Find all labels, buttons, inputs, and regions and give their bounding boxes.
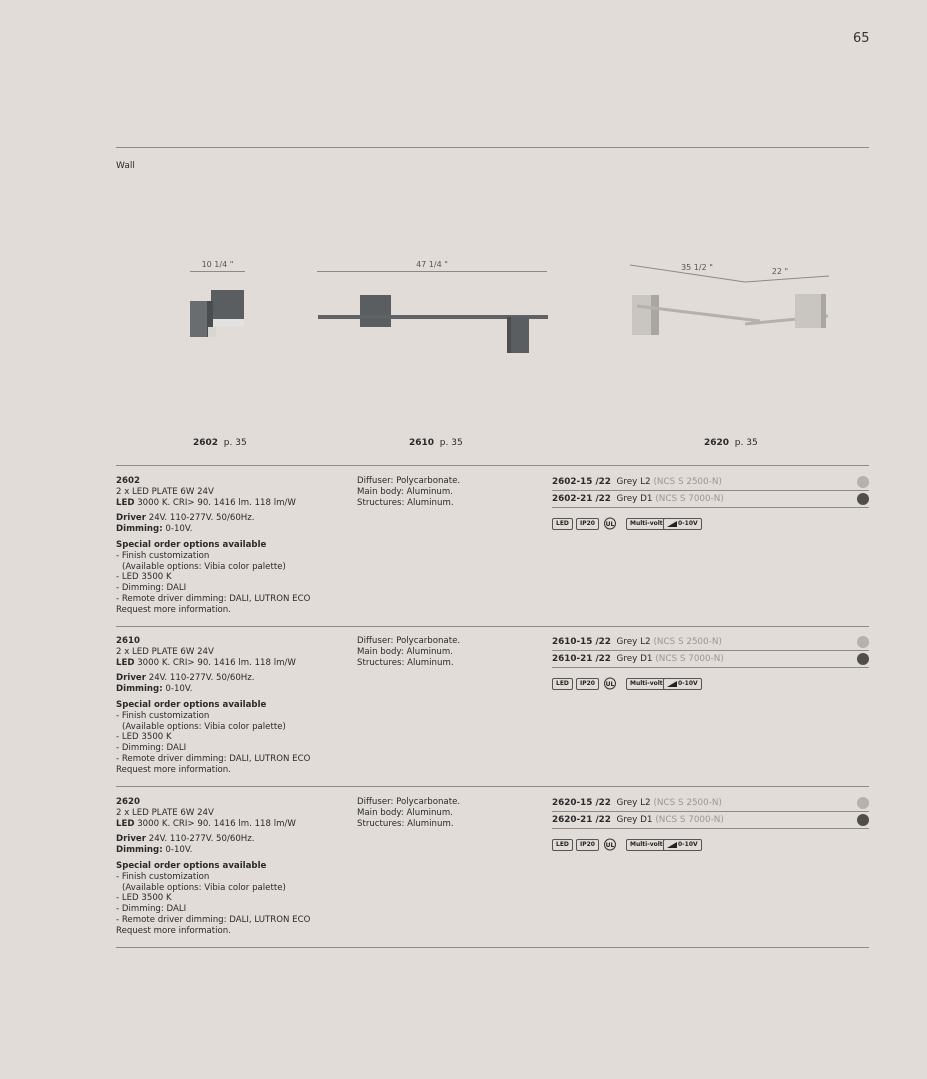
ul-listed-icon bbox=[601, 517, 621, 530]
material-line: Main body: Aluminum. bbox=[357, 646, 453, 657]
spec-lamp: 2 x LED PLATE 6W 24V bbox=[116, 646, 214, 657]
dimension-label: 35 1/2 " bbox=[681, 263, 713, 272]
caption-2602: 2602 p. 35 bbox=[193, 438, 247, 448]
material-line: Structures: Aluminum. bbox=[357, 497, 454, 508]
special-item: - Dimming: DALI bbox=[116, 743, 187, 754]
dimension-line bbox=[190, 271, 245, 272]
ip20-badge: IP20 bbox=[576, 678, 599, 690]
spec-driver: Driver 24V. 110-277V. 50/60Hz. bbox=[116, 513, 255, 524]
spec-dimming: Dimming: 0-10V. bbox=[116, 845, 193, 856]
materials-2602 bbox=[357, 476, 537, 508]
special-item: (Available options: Vibia color palette) bbox=[122, 882, 286, 893]
special-title: Special order options available bbox=[116, 699, 267, 710]
product-2620-image bbox=[625, 288, 835, 344]
dimension-line bbox=[317, 271, 547, 272]
request-info: Request more information. bbox=[116, 604, 231, 615]
header-divider bbox=[116, 147, 869, 148]
dimming-badge: 0-10V bbox=[663, 518, 702, 530]
finishes-2620 bbox=[552, 796, 869, 851]
spec-led: LED 3000 K. CRI> 90. 1416 lm. 118 lm/W bbox=[116, 818, 296, 829]
special-item: - Finish customization bbox=[116, 871, 210, 882]
spec-code: 2620 bbox=[116, 797, 140, 807]
materials-2610 bbox=[357, 636, 537, 668]
svg-text:UL: UL bbox=[605, 521, 615, 528]
finish-row: 2602-21 /22 Grey D1 (NCS S 7000-N) bbox=[552, 492, 869, 508]
ip20-badge: IP20 bbox=[576, 518, 599, 530]
spec-led: LED 3000 K. CRI> 90. 1416 lm. 118 lm/W bbox=[116, 657, 296, 668]
led-badge: LED bbox=[552, 518, 573, 530]
multivolt-badge: Multi-volt bbox=[626, 839, 667, 851]
spec-led: LED 3000 K. CRI> 90. 1416 lm. 118 lm/W bbox=[116, 497, 296, 508]
dimming-badge: 0-10V bbox=[663, 678, 702, 690]
certification-badges bbox=[552, 839, 869, 851]
spec-driver: Driver 24V. 110-277V. 50/60Hz. bbox=[116, 834, 255, 845]
product-2610-image bbox=[315, 290, 551, 356]
ip20-badge: IP20 bbox=[576, 839, 599, 851]
svg-text:UL: UL bbox=[605, 681, 615, 688]
svg-text:UL: UL bbox=[605, 842, 615, 849]
product-2602-image bbox=[185, 285, 250, 343]
dimming-ramp-icon bbox=[667, 521, 677, 527]
certification-badges bbox=[552, 518, 869, 530]
caption-2620: 2620 p. 35 bbox=[704, 438, 758, 448]
finish-row: 2620-15 /22 Grey L2 (NCS S 2500-N) bbox=[552, 796, 869, 812]
dimension-label: 22 " bbox=[771, 267, 789, 276]
led-badge: LED bbox=[552, 839, 573, 851]
special-item: - Remote driver dimming: DALI, LUTRON ECO bbox=[116, 914, 311, 925]
color-swatch bbox=[857, 493, 869, 505]
special-item: - Finish customization bbox=[116, 710, 210, 721]
special-item: - LED 3500 K bbox=[116, 572, 172, 583]
section-title: Wall bbox=[116, 161, 135, 171]
material-line: Main body: Aluminum. bbox=[357, 807, 453, 818]
spec-code: 2610 bbox=[116, 636, 140, 646]
spec-driver: Driver 24V. 110-277V. 50/60Hz. bbox=[116, 673, 255, 684]
material-line: Main body: Aluminum. bbox=[357, 486, 453, 497]
color-swatch bbox=[857, 636, 869, 648]
led-badge: LED bbox=[552, 678, 573, 690]
color-swatch bbox=[857, 814, 869, 826]
ul-listed-icon bbox=[601, 838, 621, 851]
dimming-ramp-icon bbox=[667, 842, 677, 848]
spec-lamp: 2 x LED PLATE 6W 24V bbox=[116, 486, 214, 497]
material-line: Diffuser: Polycarbonate. bbox=[357, 476, 461, 486]
request-info: Request more information. bbox=[116, 925, 231, 936]
dimension-label: 47 1/4 " bbox=[416, 260, 448, 269]
special-item: (Available options: Vibia color palette) bbox=[122, 561, 286, 572]
special-item: - Finish customization bbox=[116, 550, 210, 561]
special-item: - Dimming: DALI bbox=[116, 904, 187, 915]
finish-row: 2602-15 /22 Grey L2 (NCS S 2500-N) bbox=[552, 475, 869, 491]
page-number: 65 bbox=[853, 31, 870, 46]
spec-block-2620 bbox=[116, 797, 346, 937]
special-item: - LED 3500 K bbox=[116, 893, 172, 904]
multivolt-badge: Multi-volt bbox=[626, 518, 667, 530]
spec-dimming: Dimming: 0-10V. bbox=[116, 524, 193, 535]
material-line: Diffuser: Polycarbonate. bbox=[357, 636, 461, 646]
finishes-2602 bbox=[552, 475, 869, 530]
spec-divider bbox=[116, 786, 869, 787]
special-title: Special order options available bbox=[116, 860, 267, 871]
special-item: - LED 3500 K bbox=[116, 732, 172, 743]
special-item: - Remote driver dimming: DALI, LUTRON ECO bbox=[116, 593, 311, 604]
material-line: Structures: Aluminum. bbox=[357, 818, 454, 829]
caption-2610: 2610 p. 35 bbox=[409, 438, 463, 448]
dimension-label: 10 1/4 " bbox=[201, 260, 234, 269]
spec-dimming: Dimming: 0-10V. bbox=[116, 684, 193, 695]
finish-row: 2620-21 /22 Grey D1 (NCS S 7000-N) bbox=[552, 813, 869, 829]
spec-lamp: 2 x LED PLATE 6W 24V bbox=[116, 807, 214, 818]
finish-row: 2610-21 /22 Grey D1 (NCS S 7000-N) bbox=[552, 652, 869, 668]
spec-code: 2602 bbox=[116, 476, 140, 486]
special-item: - Remote driver dimming: DALI, LUTRON ECO bbox=[116, 753, 311, 764]
color-swatch bbox=[857, 653, 869, 665]
material-line: Structures: Aluminum. bbox=[357, 657, 454, 668]
certification-badges bbox=[552, 678, 869, 690]
request-info: Request more information. bbox=[116, 764, 231, 775]
footer-divider bbox=[116, 947, 869, 948]
spec-block-2610 bbox=[116, 636, 346, 776]
special-item: (Available options: Vibia color palette) bbox=[122, 721, 286, 732]
multivolt-badge: Multi-volt bbox=[626, 678, 667, 690]
spec-divider bbox=[116, 626, 869, 627]
color-swatch bbox=[857, 476, 869, 488]
dimming-badge: 0-10V bbox=[663, 839, 702, 851]
dimming-ramp-icon bbox=[667, 681, 677, 687]
color-swatch bbox=[857, 797, 869, 809]
spec-block-2602 bbox=[116, 476, 346, 616]
special-item: - Dimming: DALI bbox=[116, 583, 187, 594]
finish-row: 2610-15 /22 Grey L2 (NCS S 2500-N) bbox=[552, 635, 869, 651]
material-line: Diffuser: Polycarbonate. bbox=[357, 797, 461, 807]
materials-2620 bbox=[357, 797, 537, 829]
special-title: Special order options available bbox=[116, 539, 267, 550]
spec-divider bbox=[116, 465, 869, 466]
ul-listed-icon bbox=[601, 677, 621, 690]
finishes-2610 bbox=[552, 635, 869, 690]
dimension-lines bbox=[625, 260, 835, 290]
